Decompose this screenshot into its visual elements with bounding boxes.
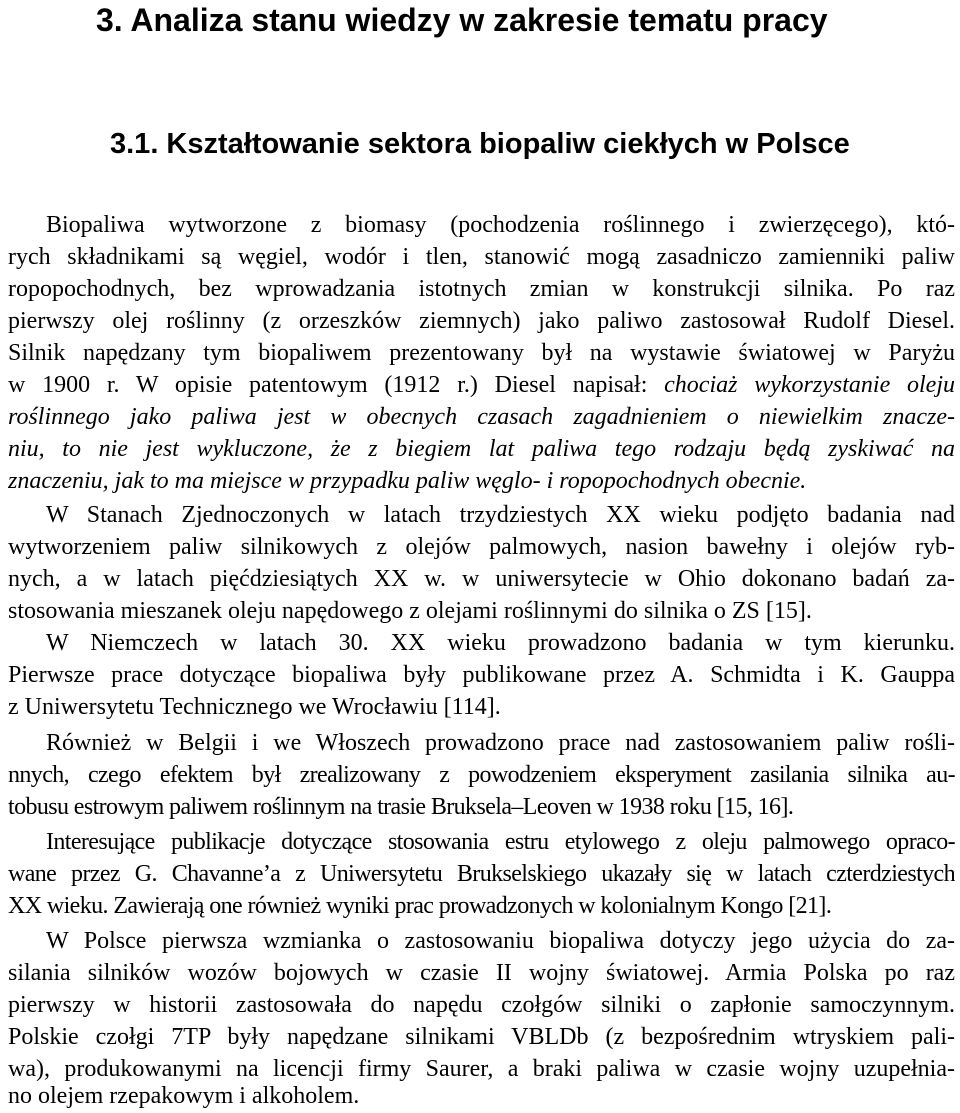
- text-line: nnych, czego efektem był zrealizowany z powodzeniem eksperyment zasilania silnika au-: [8, 762, 955, 788]
- text-line: XX wieku. Zawierają one również wyniki prac prowadzonych w kolonialnym Kongo [21].: [8, 893, 832, 919]
- text-line: tobusu estrowym paliwem roślinnym na trasie Bruksela–Leoven w 1938 roku [15, 16].: [8, 794, 794, 820]
- text-line: nych, a w latach pięćdziesiątych XX w. w uniwersytecie w Ohio dokonano badań za-: [8, 566, 955, 592]
- quote-line: roślinnego jako paliwa jest w obecnych czasach zagadnieniem o niewielkim znacze-: [8, 404, 955, 430]
- quote-text: chociaż wykorzystanie oleju: [664, 372, 955, 398]
- text-line: wytworzeniem paliw silnikowych z olejów palmowych, nasion bawełny i olejów ryb-: [8, 534, 955, 560]
- text-line: Silnik napędzany tym biopaliwem prezentowany był na wystawie światowej w Paryżu: [8, 340, 955, 366]
- text-run: w 1900 r. W opisie patentowym (1912 r.) Diesel napisał:: [8, 372, 665, 398]
- text-line: W Polsce pierwsza wzmianka o zastosowaniu biopaliwa dotyczy jego użycia do za-: [46, 928, 955, 954]
- text-line: W Stanach Zjednoczonych w latach trzydziestych XX wieku podjęto badania nad: [46, 502, 955, 528]
- text-line: Również w Belgii i we Włoszech prowadzono prace nad zastosowaniem paliw rośli-: [46, 730, 955, 756]
- text-line: [8, 369, 955, 401]
- quote-line: znaczeniu, jak to ma miejsce w przypadku paliw węglo- i ropopochodnych obecnie.: [8, 468, 807, 494]
- text-line: no olejem rzepakowym i alkoholem.: [8, 1083, 360, 1109]
- text-line: pierwszy w historii zastosowała do napędu czołgów silniki o zapłonie samoczynnym.: [8, 992, 955, 1018]
- quote-line: niu, to nie jest wykluczone, że z biegiem lat paliwa tego rodzaju będą zyskiwać na: [8, 436, 955, 462]
- text-line: stosowania mieszanek oleju napędowego z olejami roślinnymi do silnika o ZS [15].: [8, 598, 812, 624]
- text-line: ropopochodnych, bez wprowadzania istotnych zmian w konstrukcji silnika. Po raz: [8, 276, 955, 302]
- text-line: W Niemczech w latach 30. XX wieku prowadzono badania w tym kierunku.: [46, 630, 955, 656]
- section-title: 3.1. Kształtowanie sektora biopaliw ciekłych w Polsce: [110, 128, 850, 160]
- text-line: wa), produkowanymi na licencji firmy Saurer, a braki paliwa w czasie wojny uzupełnia-: [8, 1056, 955, 1082]
- text-line: silania silników wozów bojowych w czasie II wojny światowej. Armia Polska po raz: [8, 960, 955, 986]
- text-line: Biopaliwa wytworzone z biomasy (pochodzenia roślinnego i zwierzęcego), któ-: [46, 212, 955, 238]
- text-line: Polskie czołgi 7TP były napędzane silnikami VBLDb (z bezpośrednim wtryskiem pali-: [8, 1024, 955, 1050]
- text-line: wane przez G. Chavanne’a z Uniwersytetu Brukselskiego ukazały się w latach czterdziestych: [8, 861, 955, 887]
- chapter-title: 3. Analiza stanu wiedzy w zakresie tematu pracy: [96, 2, 828, 38]
- text-line: z Uniwersytetu Technicznego we Wrocławiu [114].: [8, 694, 501, 720]
- text-line: Interesujące publikacje dotyczące stosowania estru etylowego z oleju palmowego opraco-: [46, 829, 955, 855]
- text-line: rych składnikami są węgiel, wodór i tlen, stanowić mogą zasadniczo zamienniki paliw: [8, 244, 955, 270]
- text-line: pierwszy olej roślinny (z orzeszków ziemnych) jako paliwo zastosował Rudolf Diesel.: [8, 308, 955, 334]
- text-line: Pierwsze prace dotyczące biopaliwa były publikowane przez A. Schmidta i K. Gauppa: [8, 662, 955, 688]
